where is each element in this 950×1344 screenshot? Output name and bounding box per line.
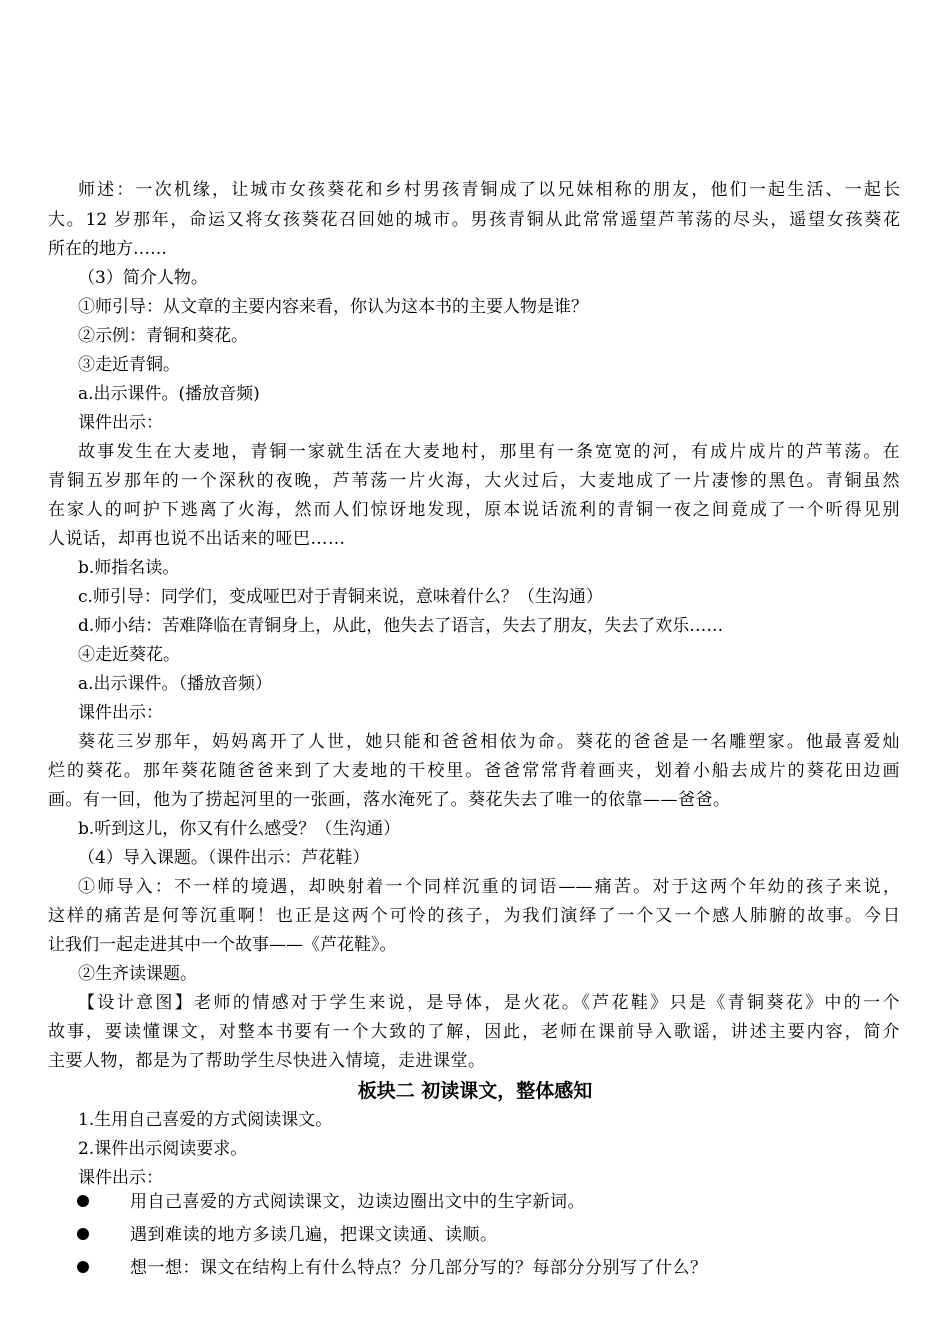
bullet-icon xyxy=(77,1228,89,1240)
quote-line: 在家人的呵护下逃离了火海，然而人们惊讶地发现，原本说话流利的青铜一夜之间竟成了一个听得见别 xyxy=(48,500,900,520)
list-item: d.师小结：苦难降临在青铜身上，从此，他失去了语言，失去了朋友，失去了欢乐…… xyxy=(78,616,724,636)
bullet-item: 想一想：课文在结构上有什么特点？分几部分写的？每部分分别写了什么？ xyxy=(130,1258,708,1278)
list-item: b.听到这儿，你又有什么感受？（生沟通） xyxy=(78,819,401,839)
list-heading: （3）简介人物。 xyxy=(78,268,208,288)
quote-line: 画。有一回，他为了捞起河里的一张画，落水淹死了。葵花失去了唯一的依靠——爸爸。 xyxy=(48,790,731,810)
quote-line: 葵花三岁那年，妈妈离开了人世，她只能和爸爸相依为命。葵花的爸爸是一名雕塑家。他最喜爱灿 xyxy=(78,732,900,752)
design-intent-line: 故事，要读懂课文，对整本书要有一个大致的了解，因此，老师在课前导入歌谣，讲述主要内容，简介 xyxy=(48,1022,900,1042)
bullet-icon xyxy=(77,1195,89,1207)
list-item: c.师引导：同学们，变成哑巴对于青铜来说，意味着什么？（生沟通） xyxy=(78,587,603,607)
quote-line: 故事发生在大麦地，青铜一家就生活在大麦地村，那里有一条宽宽的河，有成片成片的芦苇荡。在 xyxy=(78,442,900,462)
paragraph-line: 大。12 岁那年，命运又将女孩葵花召回她的城市。男孩青铜从此常常遥望芦苇荡的尽头，遥望女孩葵花 xyxy=(48,210,900,230)
section-heading: 板块二 初读课文，整体感知 xyxy=(357,1080,593,1102)
design-intent-line: 主要人物，都是为了帮助学生尽快进入情境，走进课堂。 xyxy=(48,1051,486,1071)
list-item: ②生齐读课题。 xyxy=(78,964,197,984)
list-item: 课件出示： xyxy=(78,413,163,433)
bullet-item: 遇到难读的地方多读几遍，把课文读通、读顺。 xyxy=(130,1225,498,1245)
paragraph-line: ①师导入：不一样的境遇，却映射着一个同样沉重的词语——痛苦。对于这两个年幼的孩子来说， xyxy=(78,877,900,897)
list-heading: （4）导入课题。（课件出示：芦花鞋） xyxy=(78,848,370,868)
paragraph-line: 所在的地方…… xyxy=(48,239,167,259)
design-intent-line: 【设计意图】老师的情感对于学生来说，是导体，是火花。《芦花鞋》只是《青铜葵花》中的一个 xyxy=(78,993,900,1013)
bullet-icon xyxy=(77,1261,89,1273)
list-item: 2.课件出示阅读要求。 xyxy=(78,1139,248,1159)
list-item: ④走近葵花。 xyxy=(78,645,180,665)
paragraph-line: 师述：一次机缘，让城市女孩葵花和乡村男孩青铜成了以兄妹相称的朋友，他们一起生活、一起长 xyxy=(78,180,900,200)
list-item: 课件出示： xyxy=(78,703,163,723)
paragraph-line: 这样的痛苦是何等沉重啊！也正是这两个可怜的孩子，为我们演绎了一个又一个感人肺腑的故事。今日 xyxy=(48,906,900,926)
bullet-item: 用自己喜爱的方式阅读课文，边读边圈出文中的生字新词。 xyxy=(130,1192,585,1212)
list-item: 课件出示： xyxy=(78,1168,163,1188)
list-item: 1.生用自己喜爱的方式阅读课文。 xyxy=(78,1110,333,1130)
quote-line: 青铜五岁那年的一个深秋的夜晚，芦苇荡一片火海，大火过后，大麦地成了一片凄惨的黑色。青铜虽然 xyxy=(48,471,900,491)
list-item: b.师指名读。 xyxy=(78,558,180,578)
list-item: a.出示课件。（播放音频） xyxy=(78,674,273,694)
paragraph-line: 让我们一起走进其中一个故事——《芦花鞋》。 xyxy=(48,935,397,955)
quote-line: 人说话，却再也说不出话来的哑巴…… xyxy=(48,529,346,549)
quote-line: 烂的葵花。那年葵花随爸爸来到了大麦地的干校里。爸爸常常背着画夹，划着小船去成片的葵花田边画 xyxy=(48,761,900,781)
list-item: ③走近青铜。 xyxy=(78,355,180,375)
list-item: ①师引导：从文章的主要内容来看，你认为这本书的主要人物是谁？ xyxy=(78,297,588,317)
list-item: ②示例：青铜和葵花。 xyxy=(78,326,248,346)
list-item: a.出示课件。(播放音频) xyxy=(78,384,260,404)
